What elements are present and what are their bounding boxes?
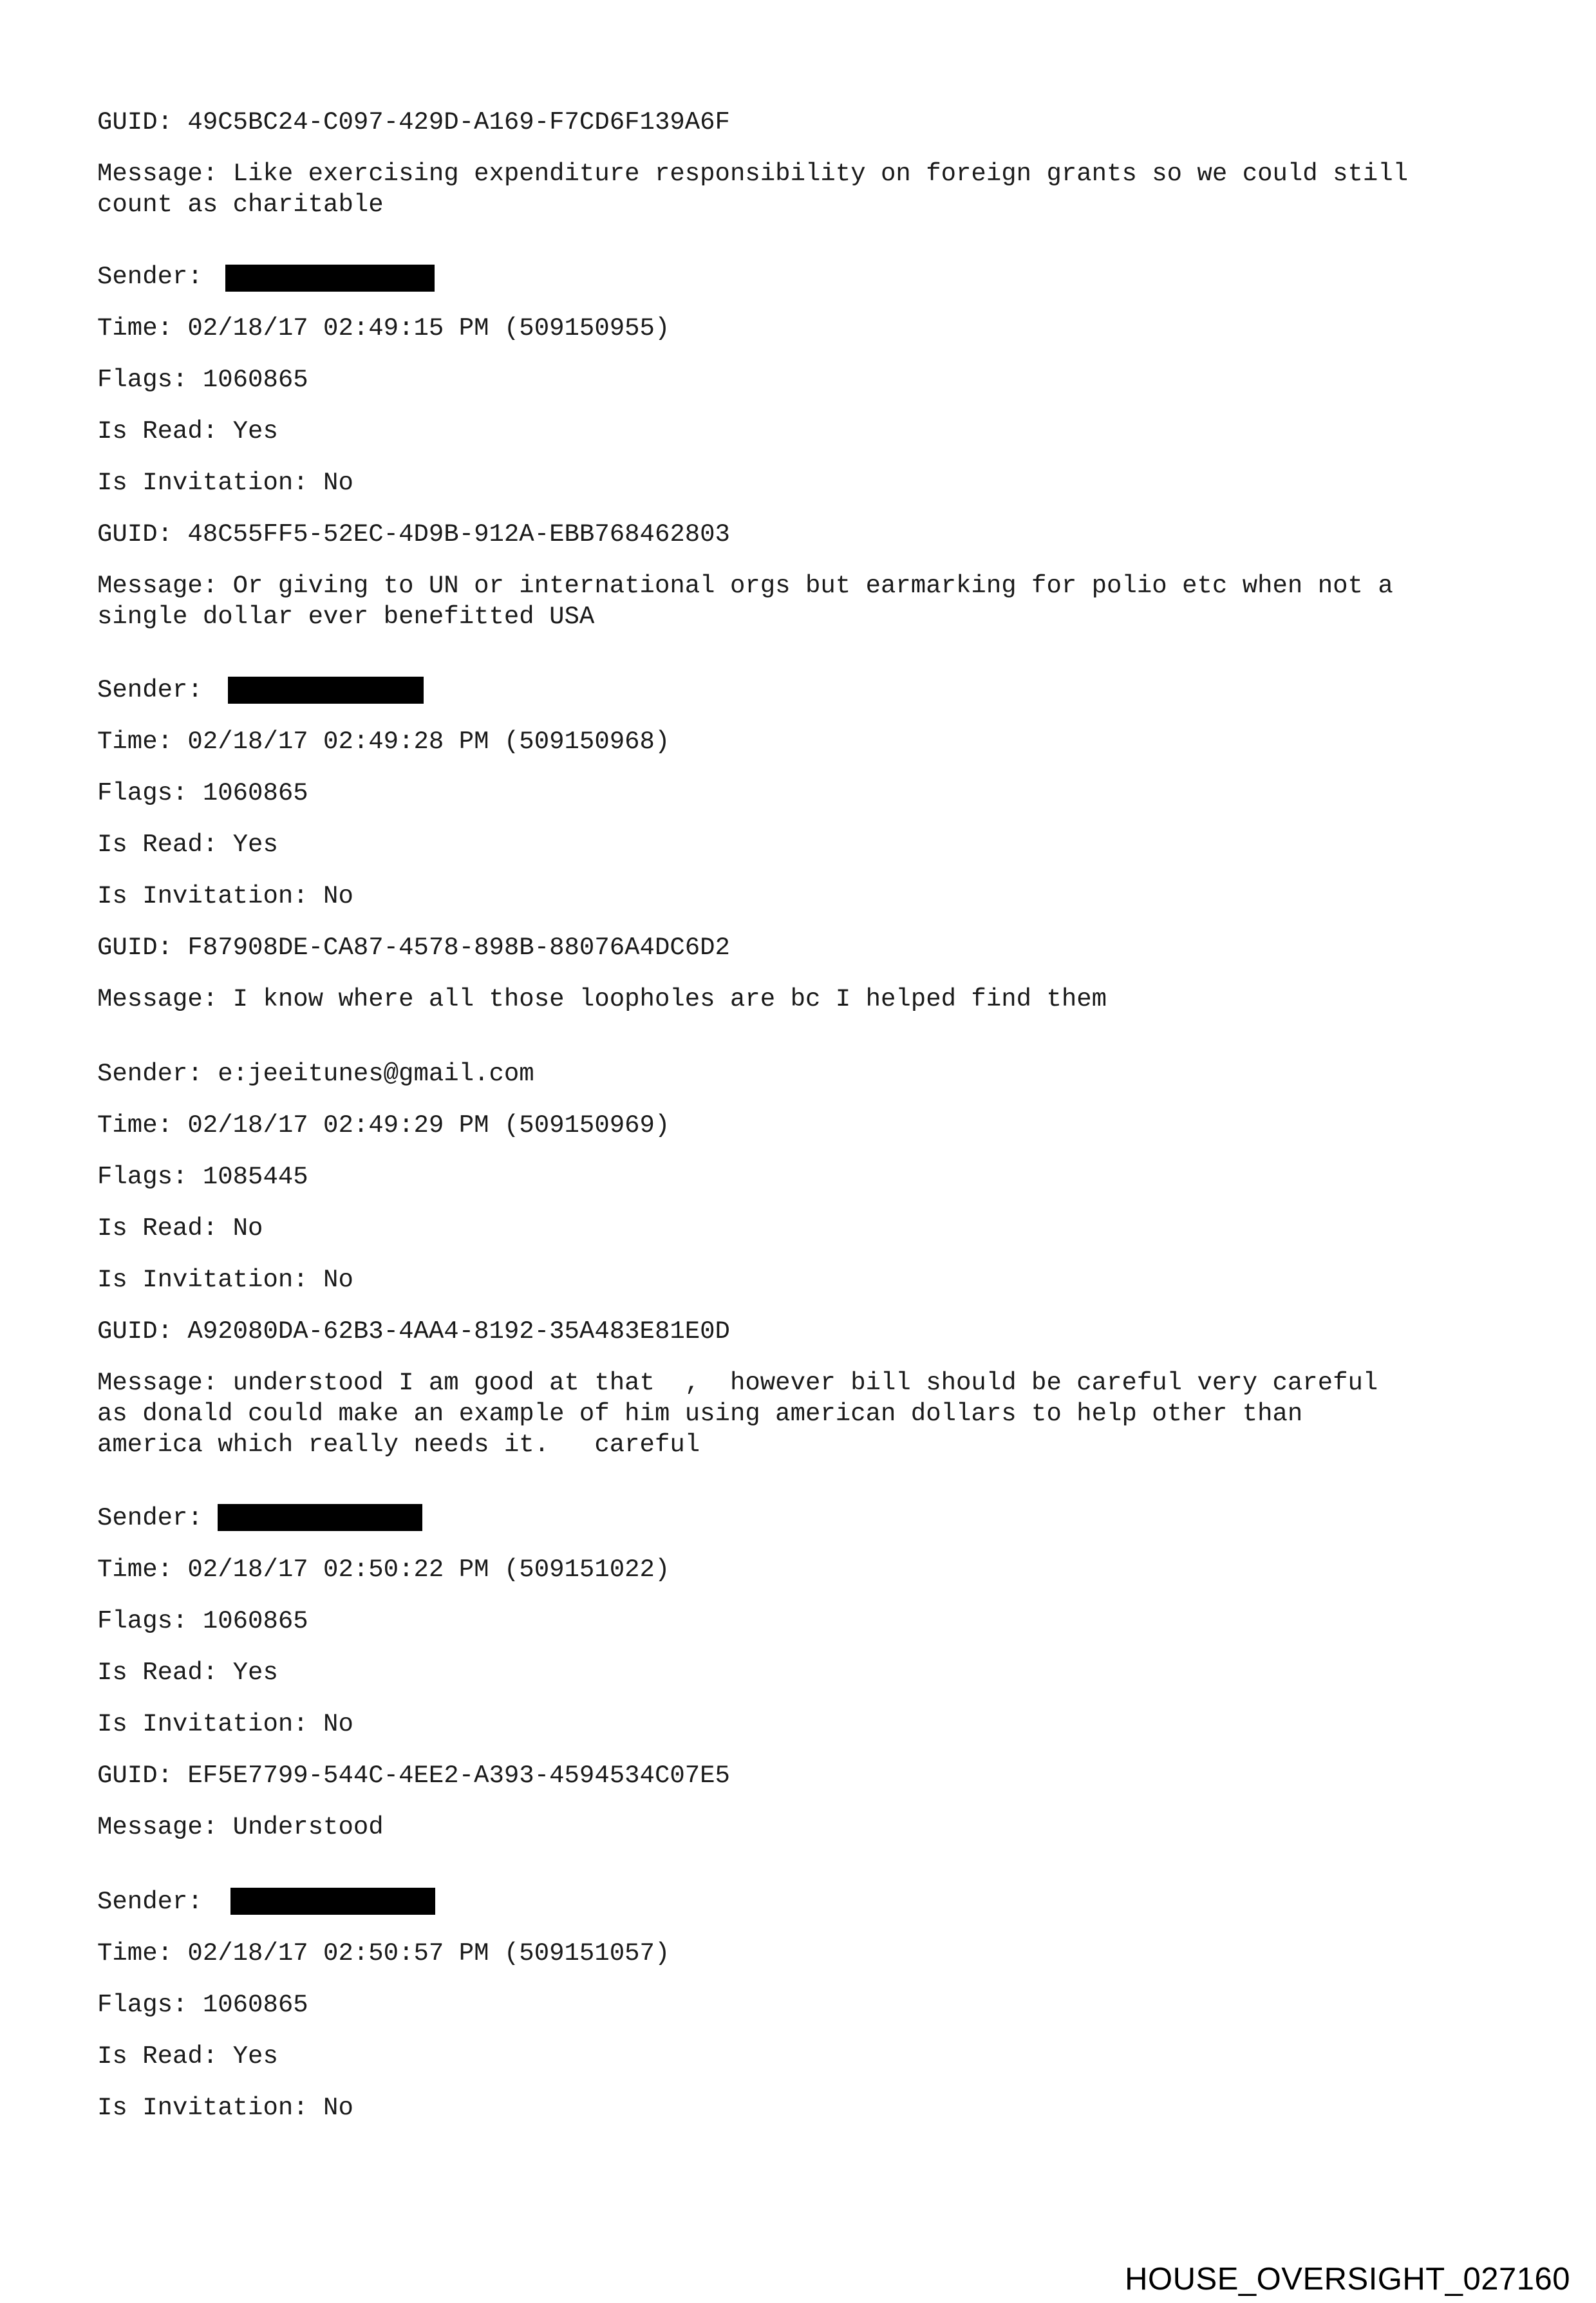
message-line: as donald could make an example of him using american dollars to help other than bbox=[97, 1400, 1303, 1428]
guid-line: GUID: 48C55FF5-52EC-4D9B-912A-EBB768462803 bbox=[97, 520, 730, 549]
flags-line: Flags: 1085445 bbox=[97, 1163, 308, 1191]
message-line: count as charitable bbox=[97, 191, 384, 219]
is-read-line: Is Read: Yes bbox=[97, 1659, 278, 1687]
is-invitation-line: Is Invitation: No bbox=[97, 2094, 353, 2122]
sender-line: Sender: bbox=[97, 1888, 203, 1916]
message-line: single dollar ever benefitted USA bbox=[97, 603, 595, 631]
guid-line: GUID: A92080DA-62B3-4AA4-8192-35A483E81E0D bbox=[97, 1317, 730, 1346]
sender-line: Sender: bbox=[97, 1504, 203, 1532]
message-line: Message: I know where all those loopholes are bc I helped find them bbox=[97, 985, 1107, 1013]
message-line: america which really needs it. careful bbox=[97, 1431, 700, 1459]
is-read-line: Is Read: Yes bbox=[97, 2042, 278, 2071]
is-invitation-line: Is Invitation: No bbox=[97, 469, 353, 497]
is-invitation-line: Is Invitation: No bbox=[97, 882, 353, 910]
redaction-bar bbox=[218, 1504, 422, 1531]
message-line: Message: Or giving to UN or international orgs but earmarking for polio etc when not a bbox=[97, 572, 1393, 600]
time-line: Time: 02/18/17 02:49:29 PM (509150969) bbox=[97, 1111, 670, 1140]
flags-line: Flags: 1060865 bbox=[97, 779, 308, 807]
message-line: Message: Understood bbox=[97, 1813, 384, 1841]
sender-line: Sender: e:jeeitunes@gmail.com bbox=[97, 1060, 534, 1088]
time-line: Time: 02/18/17 02:50:57 PM (509151057) bbox=[97, 1939, 670, 1968]
is-invitation-line: Is Invitation: No bbox=[97, 1710, 353, 1738]
flags-line: Flags: 1060865 bbox=[97, 1607, 308, 1635]
redaction-bar bbox=[230, 1888, 435, 1915]
bates-stamp: HOUSE_OVERSIGHT_027160 bbox=[1125, 2262, 1570, 2297]
time-line: Time: 02/18/17 02:50:22 PM (509151022) bbox=[97, 1556, 670, 1584]
sender-line: Sender: bbox=[97, 263, 203, 291]
time-line: Time: 02/18/17 02:49:15 PM (509150955) bbox=[97, 314, 670, 343]
flags-line: Flags: 1060865 bbox=[97, 1991, 308, 2019]
guid-line: GUID: F87908DE-CA87-4578-898B-88076A4DC6D2 bbox=[97, 934, 730, 962]
message-line: Message: Like exercising expenditure responsibility on foreign grants so we could still bbox=[97, 160, 1409, 188]
guid-line: GUID: 49C5BC24-C097-429D-A169-F7CD6F139A6F bbox=[97, 108, 730, 136]
is-read-line: Is Read: Yes bbox=[97, 831, 278, 859]
is-read-line: Is Read: No bbox=[97, 1214, 263, 1243]
time-line: Time: 02/18/17 02:49:28 PM (509150968) bbox=[97, 728, 670, 756]
flags-line: Flags: 1060865 bbox=[97, 366, 308, 394]
is-invitation-line: Is Invitation: No bbox=[97, 1266, 353, 1294]
redaction-bar bbox=[225, 265, 435, 292]
is-read-line: Is Read: Yes bbox=[97, 417, 278, 446]
message-line: Message: understood I am good at that , however bill should be careful very careful bbox=[97, 1369, 1378, 1397]
guid-line: GUID: EF5E7799-544C-4EE2-A393-4594534C07E5 bbox=[97, 1762, 730, 1790]
sender-line: Sender: bbox=[97, 676, 203, 704]
redaction-bar bbox=[228, 677, 424, 704]
